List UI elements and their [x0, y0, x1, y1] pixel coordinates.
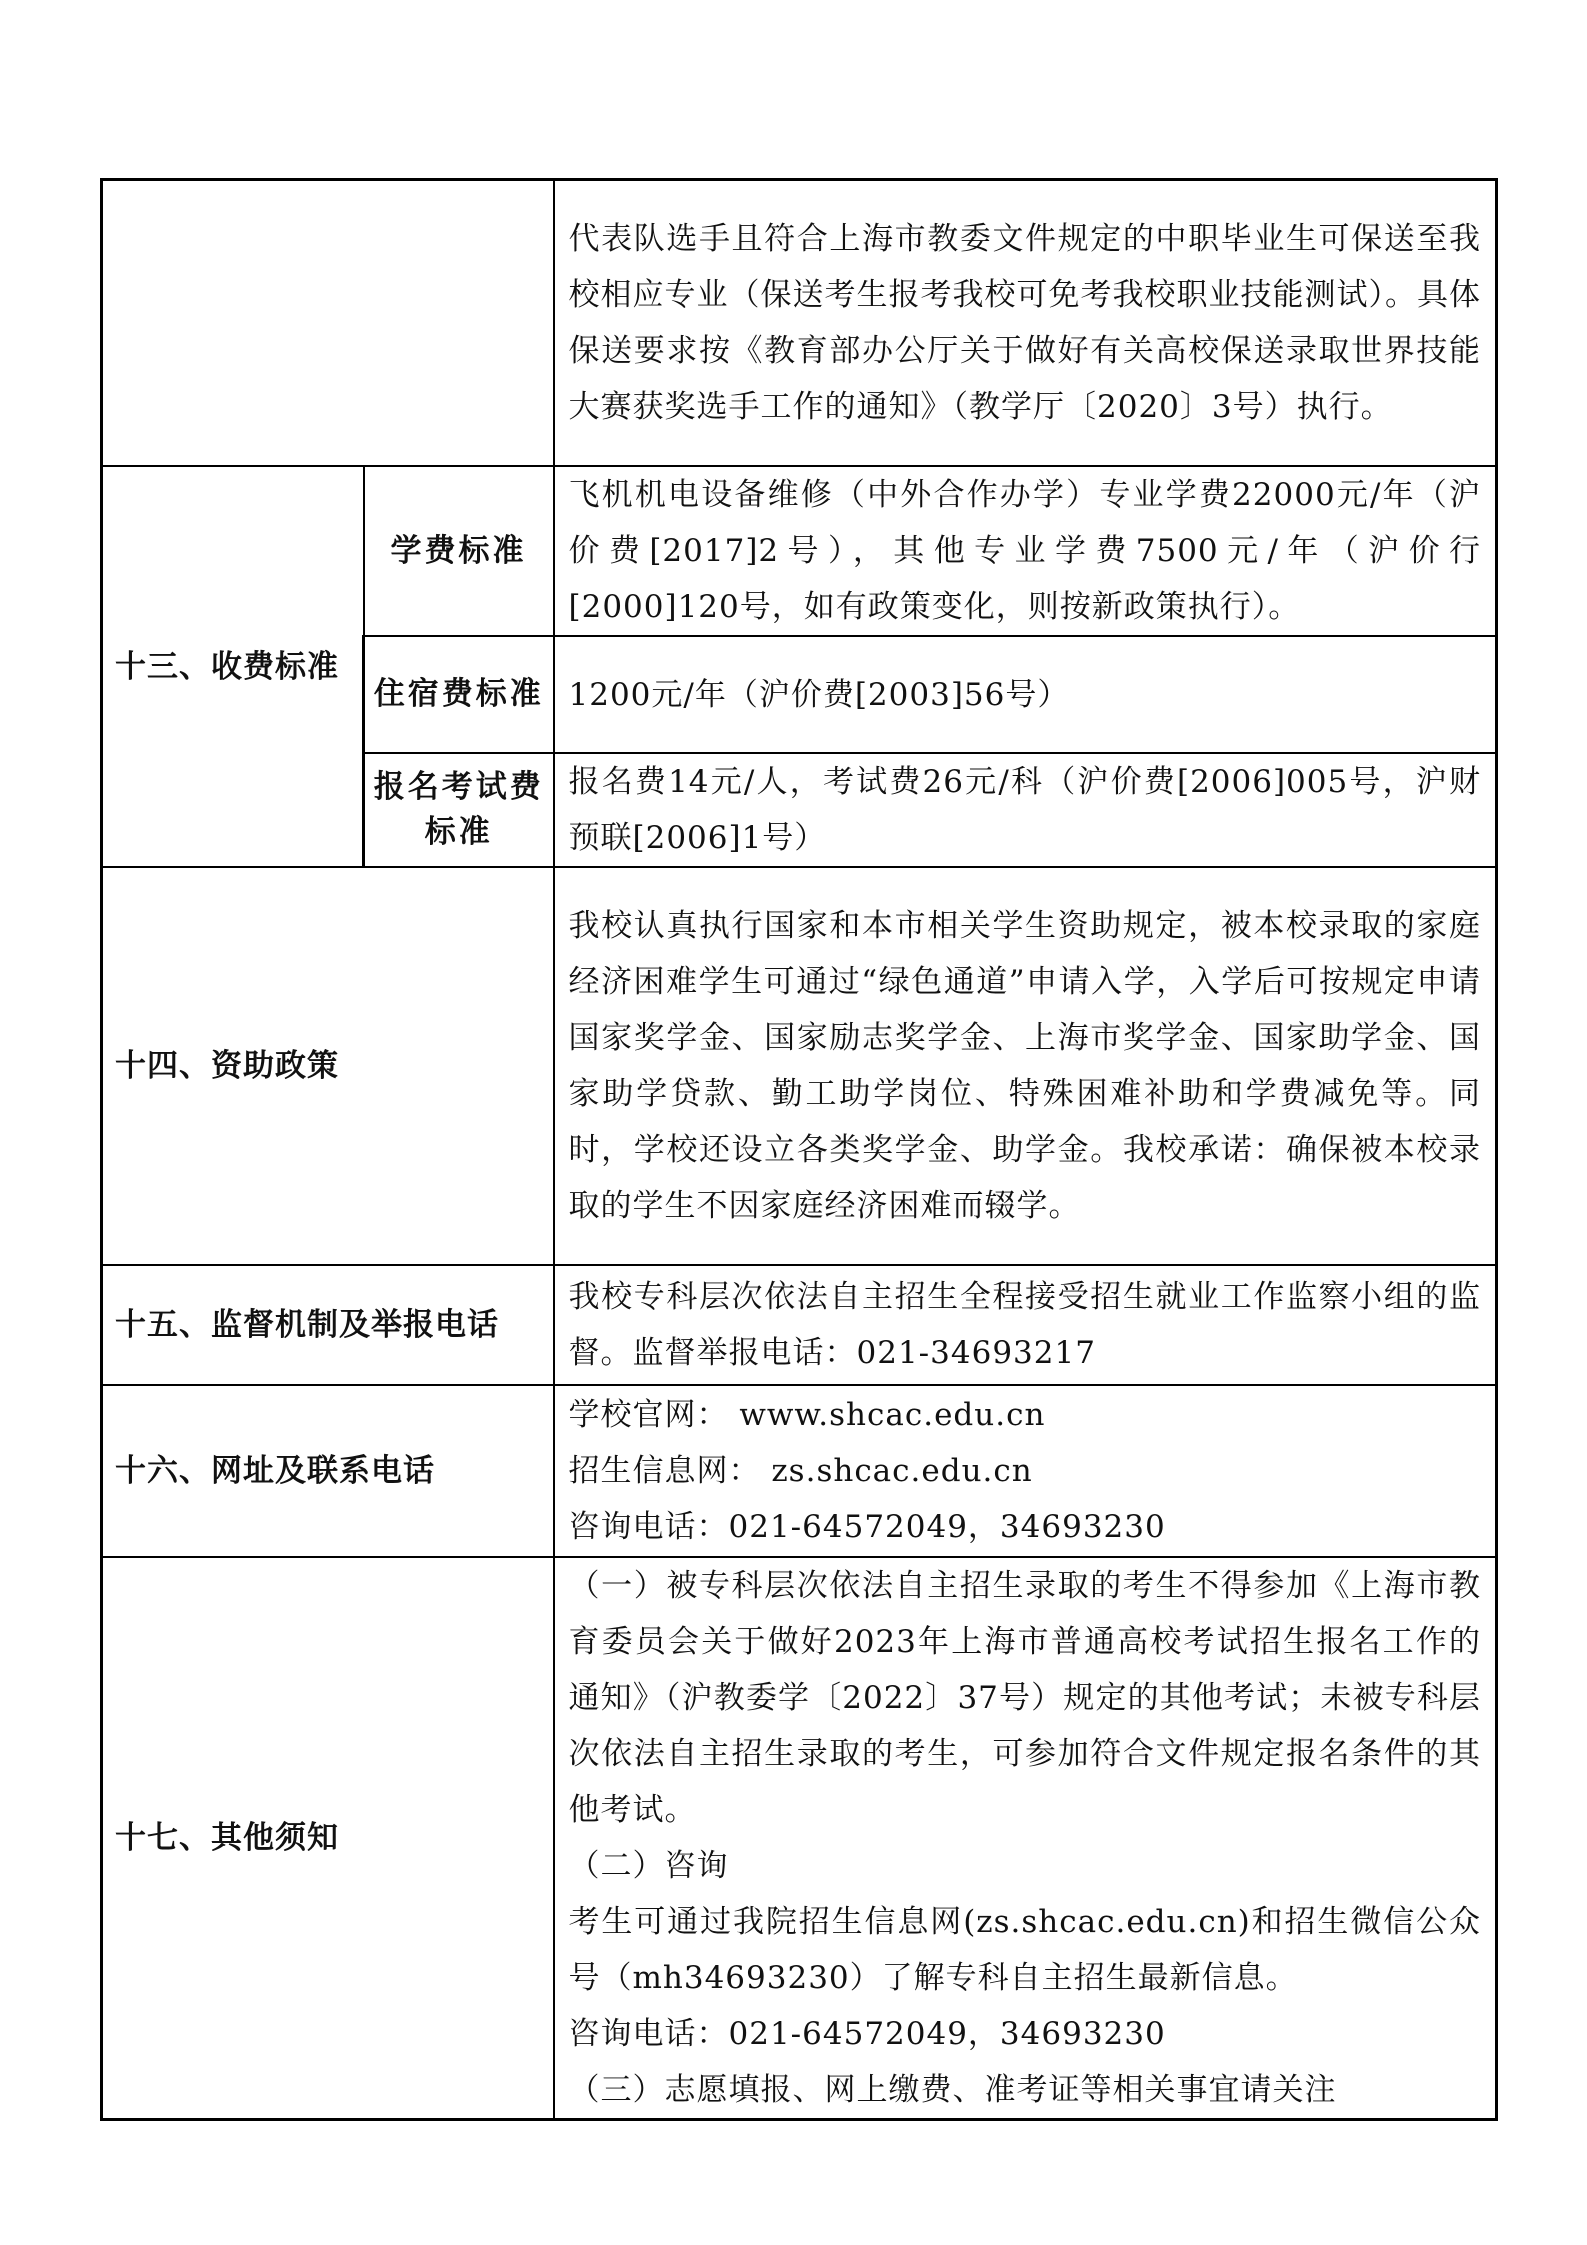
admission-website-line: 招生信息网： zs.shcac.edu.cn: [568, 1453, 1033, 1489]
tuition-text: 飞机机电设备维修（中外合作办学）专业学费22000元/年（沪价费[2017]2号），其他专业学费7500元/年（沪价行[2000]120号，如有政策变化，则按新政策执行）。: [554, 466, 1497, 636]
notes-paragraph-3: 考生可通过我院招生信息网(zs.shcac.edu.cn)和招生微信公众号（mh34693230）了解专科自主招生最新信息。: [568, 1904, 1481, 1996]
empty-heading-cell: [102, 180, 554, 467]
table-row: [102, 466, 1497, 636]
exam-fee-text: 报名费14元/人，考试费26元/科（沪价费[2006]005号，沪财预联[2006]1号）: [554, 753, 1497, 867]
continuation-text: 代表队选手且符合上海市教委文件规定的中职毕业生可保送至我校相应专业（保送考生报考我校可免考我校职业技能测试）。具体保送要求按《教育部办公厅关于做好有关高校保送录取世界技能大赛获奖选手工作的通知》（教学厅〔2020〕3号）执行。: [554, 180, 1497, 467]
dorm-fee-label: 住宿费标准: [364, 636, 554, 753]
notes-cell: [554, 1557, 1497, 2120]
table-row: [102, 1385, 1497, 1557]
notes-paragraph-5: （三）志愿填报、网上缴费、准考证等相关事宜请关注: [568, 2072, 1337, 2108]
aid-text: 我校认真执行国家和本市相关学生资助规定，被本校录取的家庭经济困难学生可通过“绿色通道”申请入学，入学后可按规定申请国家奖学金、国家励志奖学金、上海市奖学金、国家助学金、国家助学贷款、勤工助学岗位、特殊困难补助和学费减免等。同时，学校还设立各类奖学金、助学金。我校承诺：确保被本校录取的学生不因家庭经济困难而辍学。: [554, 867, 1497, 1265]
table-row: [102, 1557, 1497, 2120]
section-heading-contact: 十六、网址及联系电话: [102, 1385, 554, 1557]
supervision-text: 我校专科层次依法自主招生全程接受招生就业工作监察小组的监督。监督举报电话：021-34693217: [554, 1265, 1497, 1385]
tuition-label: 学费标准: [364, 466, 554, 636]
consult-phone-line: 咨询电话：021-64572049，34693230: [568, 1509, 1166, 1545]
table-row: [102, 867, 1497, 1265]
admission-info-table: [100, 178, 1498, 2121]
section-heading-fees: 十三、收费标准: [102, 466, 364, 867]
section-heading-aid: 十四、资助政策: [102, 867, 554, 1265]
table-row: [102, 1265, 1497, 1385]
school-website-line: 学校官网： www.shcac.edu.cn: [568, 1397, 1046, 1433]
dorm-fee-text: 1200元/年（沪价费[2003]56号）: [554, 636, 1497, 753]
table-row: [102, 180, 1497, 467]
notes-paragraph-4: 咨询电话：021-64572049，34693230: [568, 2016, 1166, 2052]
notes-paragraph-1: （一）被专科层次依法自主招生录取的考生不得参加《上海市教育委员会关于做好2023年上海市普通高校考试招生报名工作的通知》（沪教委学〔2022〕37号）规定的其他考试；未被专科层次依法自主招生录取的考生，可参加符合文件规定报名条件的其他考试。: [568, 1568, 1481, 1828]
contact-cell: [554, 1385, 1497, 1557]
exam-fee-label: 报名考试费标准: [364, 753, 554, 867]
section-heading-notes: 十七、其他须知: [102, 1557, 554, 2120]
section-heading-supervision: 十五、监督机制及举报电话: [102, 1265, 554, 1385]
notes-paragraph-2: （二）咨询: [568, 1848, 729, 1884]
